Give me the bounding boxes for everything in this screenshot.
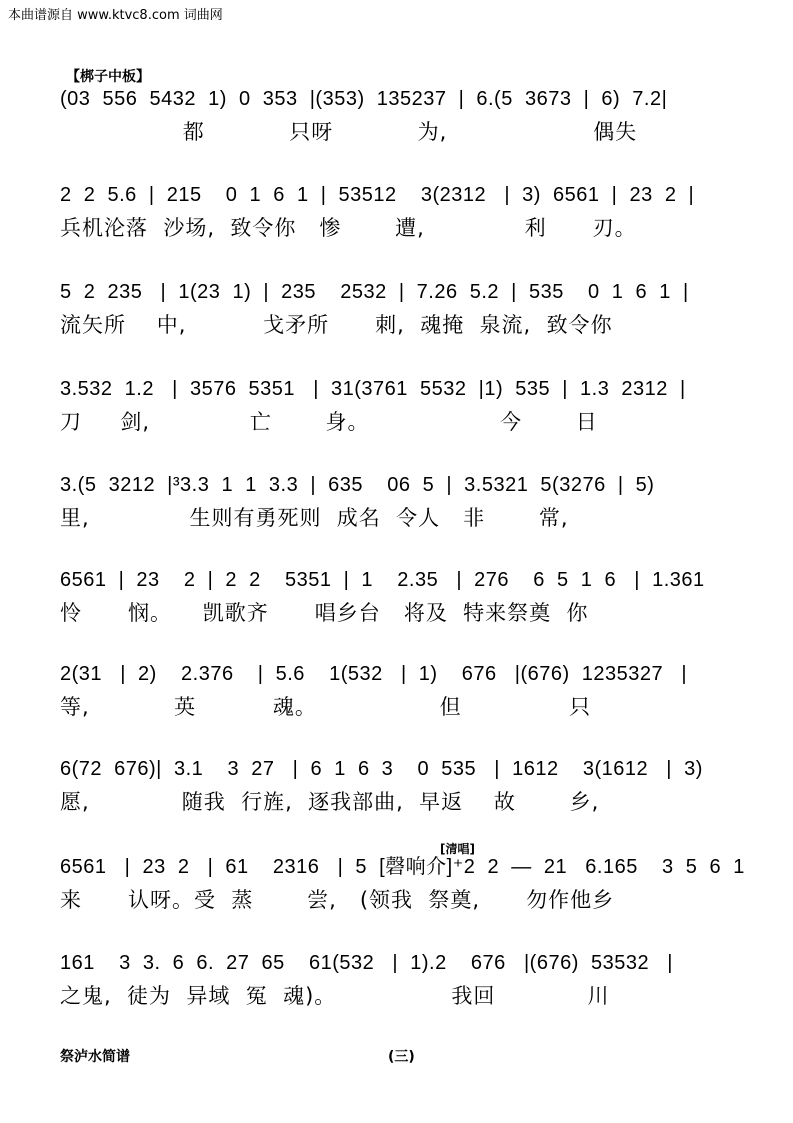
score-system bbox=[60, 850, 750, 916]
lyric-line: 里, 生则有勇死则 成名 令人 非 常, bbox=[60, 506, 569, 530]
score-system bbox=[60, 752, 750, 818]
lyric-line: 流矢所 中, 戈矛所 刺, 魂掩 泉流, 致令你 bbox=[60, 313, 613, 337]
lyric-line: 兵机沦落 沙场, 致令你 惨 遭, 利 刃。 bbox=[60, 216, 637, 240]
page-number: (三) bbox=[388, 1049, 415, 1065]
score-system bbox=[60, 657, 750, 723]
lyric-line: 怜 悯。 凯歌齐 唱乡台 将及 特来祭奠 你 bbox=[60, 601, 589, 625]
lyric-line: 刀 剑, 亡 身。 今 日 bbox=[60, 410, 598, 434]
lyric-line: 来 认呀。受 蒸 尝, (领我 祭奠, 勿作他乡 bbox=[60, 888, 615, 912]
tempo-marking: 【梆子中板】 bbox=[66, 69, 150, 85]
lyric-line: 愿, 随我 行旌, 逐我部曲, 早返 故 乡, bbox=[60, 790, 600, 814]
notation-line: 5 2 235 | 1(23 1) | 235 2532 | 7.26 5.2 | 535 0 1 6 1 | bbox=[60, 281, 689, 303]
notation-line: 6561 | 23 2 | 61 2316 | 5 [磬响介]⁺2 2 — 21 6.165 3 5 6 1 bbox=[60, 856, 745, 878]
score-system bbox=[60, 275, 750, 341]
notation-line: 3.(5 3212 |³3.3 1 1 3.3 | 635 06 5 | 3.5321 5(3276 | 5) bbox=[60, 474, 655, 496]
notation-line: 3.532 1.2 | 3576 5351 | 31(3761 5532 |1) 535 | 1.3 2312 | bbox=[60, 378, 686, 400]
score-system bbox=[60, 82, 750, 148]
lyric-line: 都 只呀 为, 偶失 bbox=[60, 120, 638, 144]
notation-line: 161 3 3. 6 6. 27 65 61(532 | 1).2 676 |(676) 53532 | bbox=[60, 952, 673, 974]
notation-line: 6(72 676)| 3.1 3 27 | 6 1 6 3 0 535 | 1612 3(1612 | 3) bbox=[60, 758, 703, 780]
qingchang-marker: [清唱] bbox=[440, 842, 475, 856]
page-source-header: 本曲谱源自 www.ktvc8.com 词曲网 bbox=[8, 8, 223, 23]
score-system bbox=[60, 946, 750, 1012]
notation-line: 6561 | 23 2 | 2 2 5351 | 1 2.35 | 276 6 5 1 6 | 1.361 bbox=[60, 569, 705, 591]
notation-line: 2 2 5.6 | 215 0 1 6 1 | 53512 3(2312 | 3) 6561 | 23 2 | bbox=[60, 184, 695, 206]
lyric-line: 等, 英 魂。 但 只 bbox=[60, 695, 592, 719]
score-system bbox=[60, 468, 750, 534]
lyric-line: 之鬼, 徒为 异域 冤 魂)。 我回 川 bbox=[60, 984, 610, 1008]
score-system bbox=[60, 372, 750, 438]
score-title: 祭泸水简谱 bbox=[60, 1049, 130, 1065]
notation-line: 2(31 | 2) 2.376 | 5.6 1(532 | 1) 676 |(676) 1235327 | bbox=[60, 663, 688, 685]
notation-line: (03 556 5432 1) 0 353 |(353) 135237 | 6.(5 3673 | 6) 7.2| bbox=[60, 88, 668, 110]
score-system bbox=[60, 178, 750, 244]
score-system bbox=[60, 563, 750, 629]
